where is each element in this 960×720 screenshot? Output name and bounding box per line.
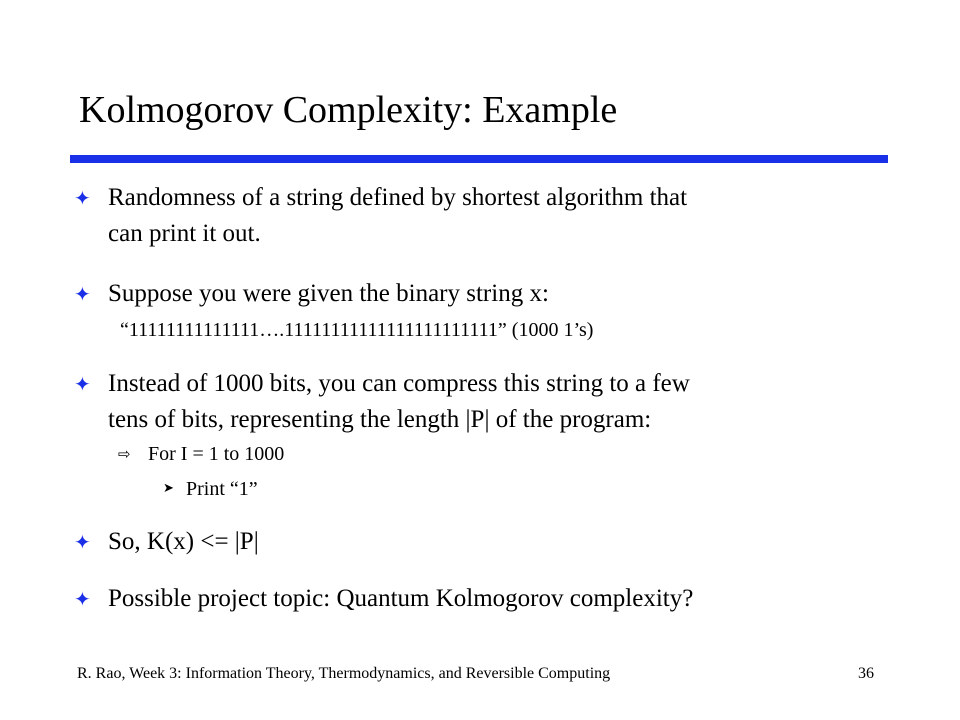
bullet-text bbox=[108, 581, 894, 617]
four-point-star-icon: ✦ bbox=[74, 530, 91, 554]
bullet-item bbox=[74, 276, 894, 312]
bullet-text bbox=[108, 524, 894, 560]
hollow-arrow-icon: ⇨ bbox=[118, 445, 131, 463]
four-point-star-icon: ✦ bbox=[74, 587, 91, 611]
bullet-item bbox=[74, 180, 894, 252]
bullet-text bbox=[108, 366, 894, 438]
bullet-text bbox=[108, 276, 894, 312]
bullet-text bbox=[108, 180, 894, 252]
bullet-line: Suppose you were given the binary string x: bbox=[108, 280, 549, 307]
bullet-line: Randomness of a string defined by shortest algorithm that bbox=[108, 184, 688, 211]
bullet-item bbox=[74, 366, 894, 438]
program-line: For I = 1 to 1000 bbox=[148, 443, 285, 465]
slide-title: Kolmogorov Complexity: Example bbox=[79, 89, 618, 131]
bullet-line: Possible project topic: Quantum Kolmogorov complexity? bbox=[108, 585, 694, 612]
slide-footer: R. Rao, Week 3: Information Theory, Thermodynamics, and Reversible Computing bbox=[77, 665, 611, 682]
page-number: 36 bbox=[858, 665, 874, 682]
title-underline bbox=[70, 155, 888, 163]
four-point-star-icon: ✦ bbox=[74, 372, 91, 396]
bullet-line: can print it out. bbox=[108, 220, 261, 247]
bullet-line: tens of bits, representing the length |P| of the program: bbox=[108, 406, 652, 433]
bullet-line: So, K(x) <= |P| bbox=[108, 528, 259, 555]
bullet-item bbox=[74, 581, 894, 617]
bullet-line: Instead of 1000 bits, you can compress this string to a few bbox=[108, 370, 690, 397]
four-point-star-icon: ✦ bbox=[74, 186, 91, 210]
four-point-star-icon: ✦ bbox=[74, 282, 91, 306]
program-line: Print “1” bbox=[186, 478, 258, 500]
solid-arrowhead-icon: ➤ bbox=[163, 481, 174, 496]
binary-string: “11111111111111….11111111111111111111111” (1000 1’s) bbox=[120, 319, 594, 341]
bullet-item bbox=[74, 524, 894, 560]
